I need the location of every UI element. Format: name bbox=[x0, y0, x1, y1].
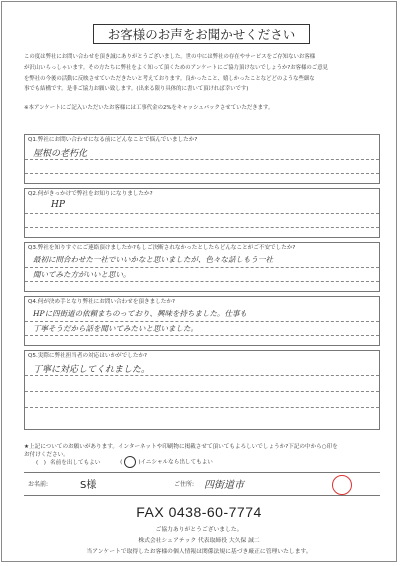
option-initial-ok-label: イニシャルなら出してもよい bbox=[140, 459, 213, 466]
option-name-ok[interactable]: ( ) 名前を出してもよい bbox=[36, 459, 101, 466]
answer-line bbox=[25, 227, 379, 228]
question-5 bbox=[24, 350, 380, 430]
name-address-row bbox=[24, 472, 380, 496]
answer-line bbox=[25, 281, 379, 282]
answer-4-line-2: 丁寧そうだから話を聞いてみたいと思いました。 bbox=[33, 324, 198, 333]
answer-line bbox=[25, 267, 379, 268]
permission-line-2: お付けください。 bbox=[24, 452, 69, 458]
answer-line bbox=[25, 173, 379, 174]
answer-4-line-1: HPに四街道の依頼まちのっており、興味を持ちました。仕事も bbox=[33, 309, 248, 318]
answer-line bbox=[25, 375, 379, 376]
answer-5: 丁寧に対応してくれました。 bbox=[33, 365, 151, 375]
question-1 bbox=[24, 134, 380, 184]
seal-stamp bbox=[332, 475, 352, 495]
name-label: お名前: bbox=[28, 481, 49, 488]
page-title: お客様のお声をお聞かせください bbox=[93, 24, 310, 44]
question-2-label: Q2.何がきっかけで弊社をお知りになりましたか? bbox=[28, 191, 153, 197]
question-3-label: Q3.弊社を知りすぐにご連絡頂けましたか?もしご決断されなかったとしたらどんなことがご不安でしたか? bbox=[28, 245, 296, 251]
question-1-label: Q1.弊社にお問い合わせになる前にどんなことで悩んでいましたか? bbox=[28, 137, 198, 143]
answer-line bbox=[25, 159, 379, 160]
answer-line bbox=[25, 407, 379, 408]
permission-line-1: ★上記についてのお願いがあります。インターネットや印刷物に掲載させて頂いてもよろしいでしょうか?下記の中から○印を bbox=[24, 444, 338, 450]
thanks-text: ご協力ありがとうございました。 bbox=[155, 527, 243, 533]
name-value: S様 bbox=[80, 480, 97, 491]
question-2 bbox=[24, 188, 380, 238]
company-text: 株式会社シェアテック 代表取締役 大久保 誠二 bbox=[138, 538, 260, 544]
question-4 bbox=[24, 296, 380, 346]
answer-line bbox=[25, 321, 379, 322]
address-label: ご住所: bbox=[174, 481, 195, 488]
answer-1: 屋根の老朽化 bbox=[33, 149, 88, 159]
answer-line bbox=[25, 391, 379, 392]
answer-line bbox=[25, 335, 379, 336]
question-5-label: Q5.実際に弊社担当者の対応はいかがでしたか? bbox=[28, 353, 147, 359]
cashback-note: ※本アンケートにご記入いただいたお客様には工事代金の2%をキャッシュバックさせていただきます。 bbox=[24, 105, 274, 111]
survey-sheet bbox=[1, 1, 397, 562]
privacy-text: 当アンケートで取得したお客様の個人情報は関係法規に基づき厳正に管理いたします。 bbox=[86, 549, 312, 555]
question-3 bbox=[24, 242, 380, 292]
question-4-label: Q4.何が決め手となり弊社にお問い合わせを頂きましたか? bbox=[28, 299, 175, 305]
selected-circle-mark bbox=[124, 456, 136, 468]
answer-3-line-2: 聞いてみた方がいいと思い。 bbox=[33, 270, 131, 279]
answer-line bbox=[25, 213, 379, 214]
answer-3-line-1: 最初に問合わせた一社でいいかなと思いましたが、色々な話しもう一社 bbox=[33, 255, 273, 264]
answer-2: HP bbox=[51, 200, 65, 210]
option-initial-ok[interactable]: ( )イニシャルなら出してもよい bbox=[120, 456, 213, 468]
intro-text: この度は弊社にお問い合わせを頂き誠にありがとうございました。世の中には弊社の存在やサービスをご存知ないお客様 が沢山いらっしゃいます。その方たちに弊社をよく知って頂くためのアンケートにご協力頂けないでしょうか?お客様のご意見 を弊社の今後の活動に反映させていただきたいと考えております。良かったこと、嬉しかったことなどどのような些細な 事でも結構です。是非ご協力お願い致します。(出来る限り具体的に書いて頂ければ幸いです) bbox=[24, 54, 328, 93]
address-value: 四街道市 bbox=[204, 480, 244, 491]
permission-options bbox=[32, 456, 231, 468]
option-name-ok-label: 名前を出してもよい bbox=[50, 459, 101, 466]
fax-number: FAX 0438-60-7774 bbox=[136, 504, 262, 520]
